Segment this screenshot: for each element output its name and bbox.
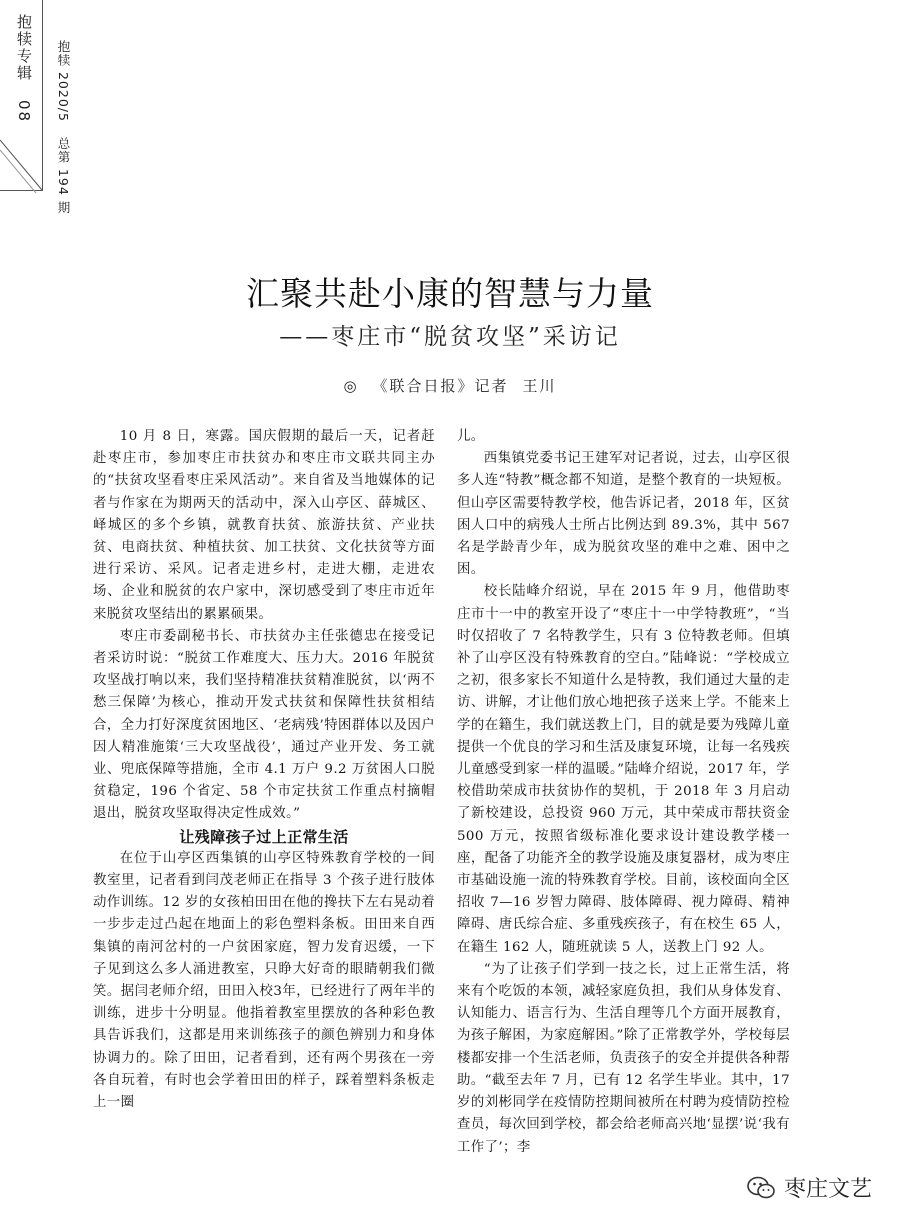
source-watermark: [746, 1172, 872, 1203]
watermark-text: 枣庄文艺: [783, 1177, 872, 1202]
page-number: 08: [15, 100, 33, 124]
wechat-icon: [746, 1175, 776, 1201]
paragraph: 在位于山亭区西集镇的山亭区特殊教育学校的一间教室里，记者看到闫茂老师正在指导 3 个孩子进行肢体动作训练。12 岁的女孩柏田田在他的搀扶下左右晃动着一步步走过凸起在地面上的彩色塑料条板。田田来自西集镇的南河岔村的一户贫困家庭，智力发育迟缓，一下子见到这么多人涌进教室，只睁大好奇的眼睛朝我们微笑。据闫老师介绍，田田入校3年，已经进行了两年半的训练，进步十分明显。他指着教室里摆放的各种彩色教具告诉我们，这都是用来训练孩子的颜色辨别力和身体协调力的。除了田田，记者看到，还有两个男孩在一旁各自玩着，有时也会学着田田的样子，踩着塑料条板走上一圈: [93, 850, 435, 1111]
issue-info: [54, 40, 72, 214]
paragraph: 儿。: [457, 429, 485, 444]
issue-total: 总第 194 期: [56, 136, 71, 215]
paragraph: 校长陆峰介绍说，早在 2015 年 9 月，他借助枣庄市十一中的教室开设了“枣庄十一中学特教班”，“当时仅招收了 7 名特教学生，只有 3 位特教老师。但填补了山亭区没有特殊教育的空白。”陆峰说：“学校成立之初，很多家长不知道什么是特教，我们通过大量的走访、讲解，才让他们放心地把孩子送来上学。不能来上学的在籍生，我们就送教上门，目的就是要为残障儿童提供一个优良的学习和生活及康复环境，让每一名残疾儿童感受到家一样的温暖。”陆峰介绍说，2017 年，学校借助荣成市扶贫协作的契机，于 2018 年 3 月启动了新校建设，总投资 960 万元，其中荣成市帮扶资金 500 万元，按照省级标准化要求设计建设教学楼一座，配备了功能齐全的教学设施及康复器材，成为枣庄市基础设施一流的特殊教育学校。目前，该校面向全区招收 7—16 岁智力障碍、肢体障碍、视力障碍、精神障碍、唐氏综合症、多重残疾孩子，有在校生 65 人，在籍生 162 人，随班就读 5 人，送教上门 92 人。: [457, 584, 790, 955]
byline: [0, 375, 900, 396]
tab-char: 辑: [15, 65, 33, 82]
byline-author: 王川: [522, 377, 557, 395]
paragraph: 西集镇党委书记王建军对记者说，过去，山亭区很多人连“特教”概念都不知道，是整个教育的一块短板。但山亭区需要特教学校，他告诉记者，2018 年，区贫困人口中的病残人士所占比例达到 89.3%，其中 567 名是学龄青少年，成为脱贫攻坚的难中之难、困中之困。: [457, 451, 790, 578]
article-title: 汇聚共赴小康的智慧与力量: [246, 274, 654, 313]
left-column: [93, 426, 435, 1114]
paragraph: 枣庄市委副秘书长、市扶贫办主任张德忠在接受记者采访时说：“脱贫工作难度大、压力大。2016 年脱贫攻坚战打响以来，我们坚持精准扶贫精准脱贫，以‘两不愁三保障’为核心，推动开发式扶贫和保障性扶贫相结合，全力打好深度贫困地区、‘老病残’特困群体以及因户因人精准施策‘三大攻坚战役’，通过产业开发、务工就业、兜底保障等措施，全市 4.1 万户 9.2 万贫困人口脱贫稳定，196 个省定、58 个市定扶贫工作重点村摘帽退出，脱贫攻坚取得决定性成效。”: [93, 628, 435, 822]
article-subtitle: ——枣庄市“脱贫攻坚”采访记: [279, 324, 621, 350]
tab-char: 抱: [15, 14, 33, 31]
byline-source: 《联合日报》记者: [372, 377, 509, 395]
byline-mark: ◎: [343, 377, 359, 395]
tab-char: 犊: [15, 31, 33, 48]
paragraph: “为了让孩子们学到一技之长，过上正常生活，将来有个吃饭的本领，减轻家庭负担，我们从身体发育、认知能力、语言行为、生活自理等几个方面开展教育，为孩子解困，为家庭解困。”除了正常教学外，学校每层楼都安排一个生活老师，负责孩子的安全并提供各种帮助。“截至去年 7 月，已有 12 名学生毕业。其中，17 岁的刘彬同学在疫情防控期间被所在村聘为疫情防控检查员，每次回到学校，都会给老师高兴地‘显摆’说‘我有工作了’；李: [457, 961, 790, 1155]
paragraph: 10 月 8 日，寒露。国庆假期的最后一天，记者赶赴枣庄市，参加枣庄市扶贫办和枣庄市文联共同主办的“扶贫攻坚看枣庄采风活动”。来自省及当地媒体的记者与作家在为期两天的活动中，深入山亭区、薛城区、峄城区的多个乡镇，就教育扶贫、旅游扶贫、产业扶贫、电商扶贫、种植扶贫、加工扶贫、文化扶贫等方面进行采访、采风。记者走进乡村，走进大棚，走进农场、企业和脱贫的农户家中，深切感受到了枣庄市近年来脱贫攻坚结出的累累硕果。: [93, 429, 435, 622]
section-heading: 让残障孩子过上正常生活: [179, 827, 349, 846]
right-column: [457, 426, 790, 1159]
corner-decoration: [0, 0, 60, 200]
issue-date: 抱犊 2020/5: [56, 40, 71, 122]
tab-char: 专: [15, 48, 33, 65]
